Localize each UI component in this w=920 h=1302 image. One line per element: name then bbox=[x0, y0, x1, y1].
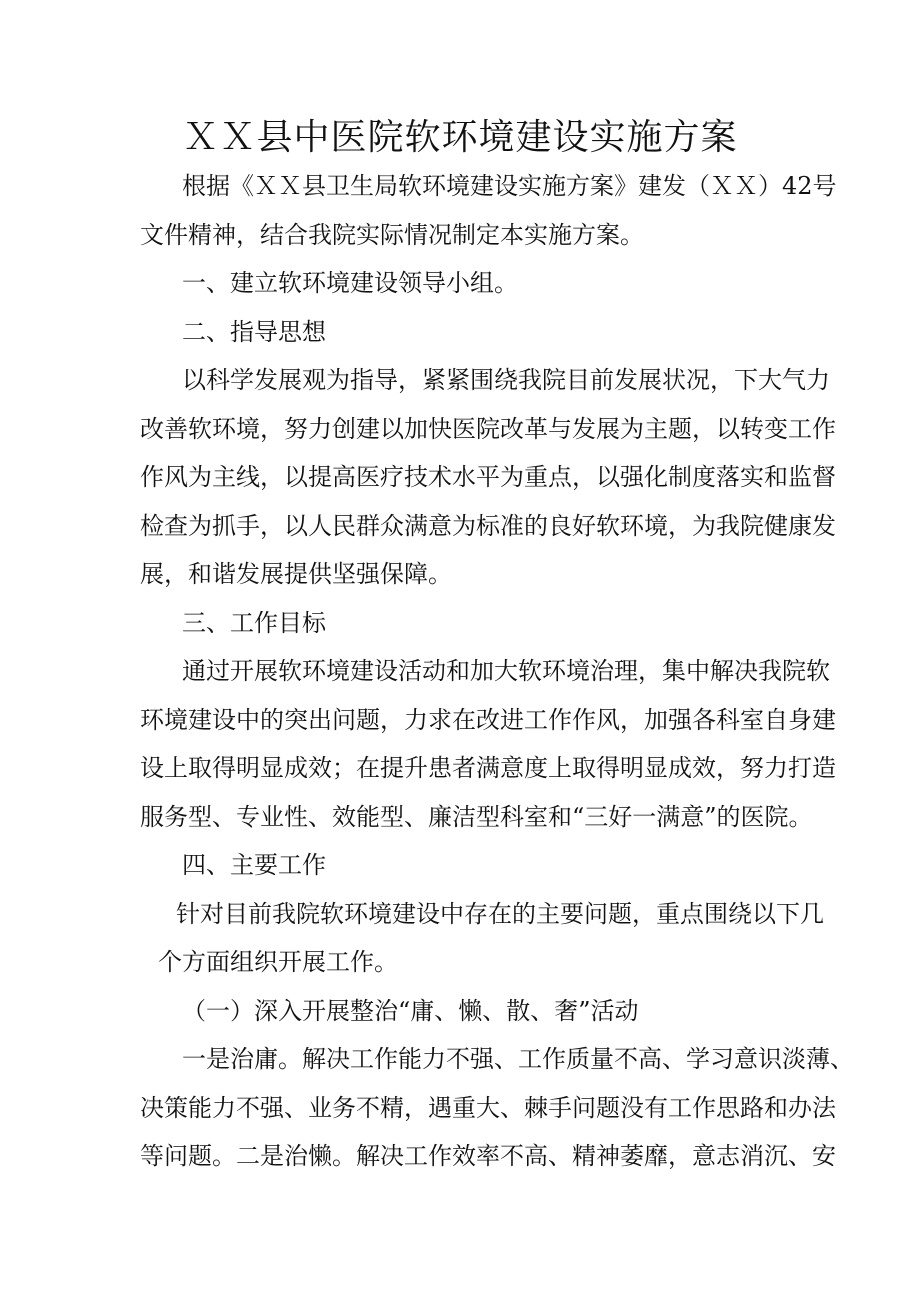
paragraph-line: 等问题。二是治懒。解决工作效率不高、精神萎靡，意志消沉、安 bbox=[140, 1142, 836, 1170]
paragraph-line: 作风为主线，以提高医疗技术水平为重点，以强化制度落实和监督 bbox=[140, 463, 836, 491]
paragraph-line: 环境建设中的突出问题，力求在改进工作作风，加强各科室自身建 bbox=[140, 706, 836, 734]
section-heading: 四、主要工作 bbox=[182, 851, 326, 879]
paragraph-line: 通过开展软环境建设活动和加大软环境治理，集中解决我院软 bbox=[182, 657, 830, 685]
paragraph-line: 设上取得明显成效；在提升患者满意度上取得明显成效，努力打造 bbox=[140, 754, 836, 782]
document-title: ＸＸ县中医院软环境建设实施方案 bbox=[182, 117, 738, 158]
paragraph-line: 文件精神，结合我院实际情况制定本实施方案。 bbox=[140, 221, 644, 249]
paragraph-line: 决策能力不强、业务不精，遇重大、棘手问题没有工作思路和办法 bbox=[140, 1094, 836, 1122]
paragraph-line: 以科学发展观为指导，紧紧围绕我院目前发展状况，下大气力 bbox=[182, 366, 830, 394]
section-heading: 一、建立软环境建设领导小组。 bbox=[182, 269, 518, 297]
subsection-heading: （一）深入开展整治“庸、懒、散、奢”活动 bbox=[182, 997, 639, 1025]
section-heading: 三、工作目标 bbox=[182, 609, 326, 637]
paragraph-line: 一是治庸。解决工作能力不强、工作质量不高、学习意识淡薄、 bbox=[182, 1045, 854, 1073]
paragraph-line: 改善软环境，努力创建以加快医院改革与发展为主题，以转变工作 bbox=[140, 415, 836, 443]
paragraph-line: 展，和谐发展提供坚强保障。 bbox=[140, 560, 452, 588]
section-heading: 二、指导思想 bbox=[182, 318, 326, 346]
paragraph-line: 针对目前我院软环境建设中存在的主要问题，重点围绕以下几 bbox=[176, 900, 824, 928]
paragraph-line: 检查为抓手，以人民群众满意为标准的良好软环境，为我院健康发 bbox=[140, 512, 836, 540]
paragraph-line: 个方面组织开展工作。 bbox=[158, 948, 398, 976]
paragraph-line: 服务型、专业性、效能型、廉洁型科室和“三好一满意”的医院。 bbox=[140, 803, 813, 831]
paragraph-line: 根据《ＸＸ县卫生局软环境建设实施方案》建发（ＸＸ）42号 bbox=[182, 172, 837, 200]
